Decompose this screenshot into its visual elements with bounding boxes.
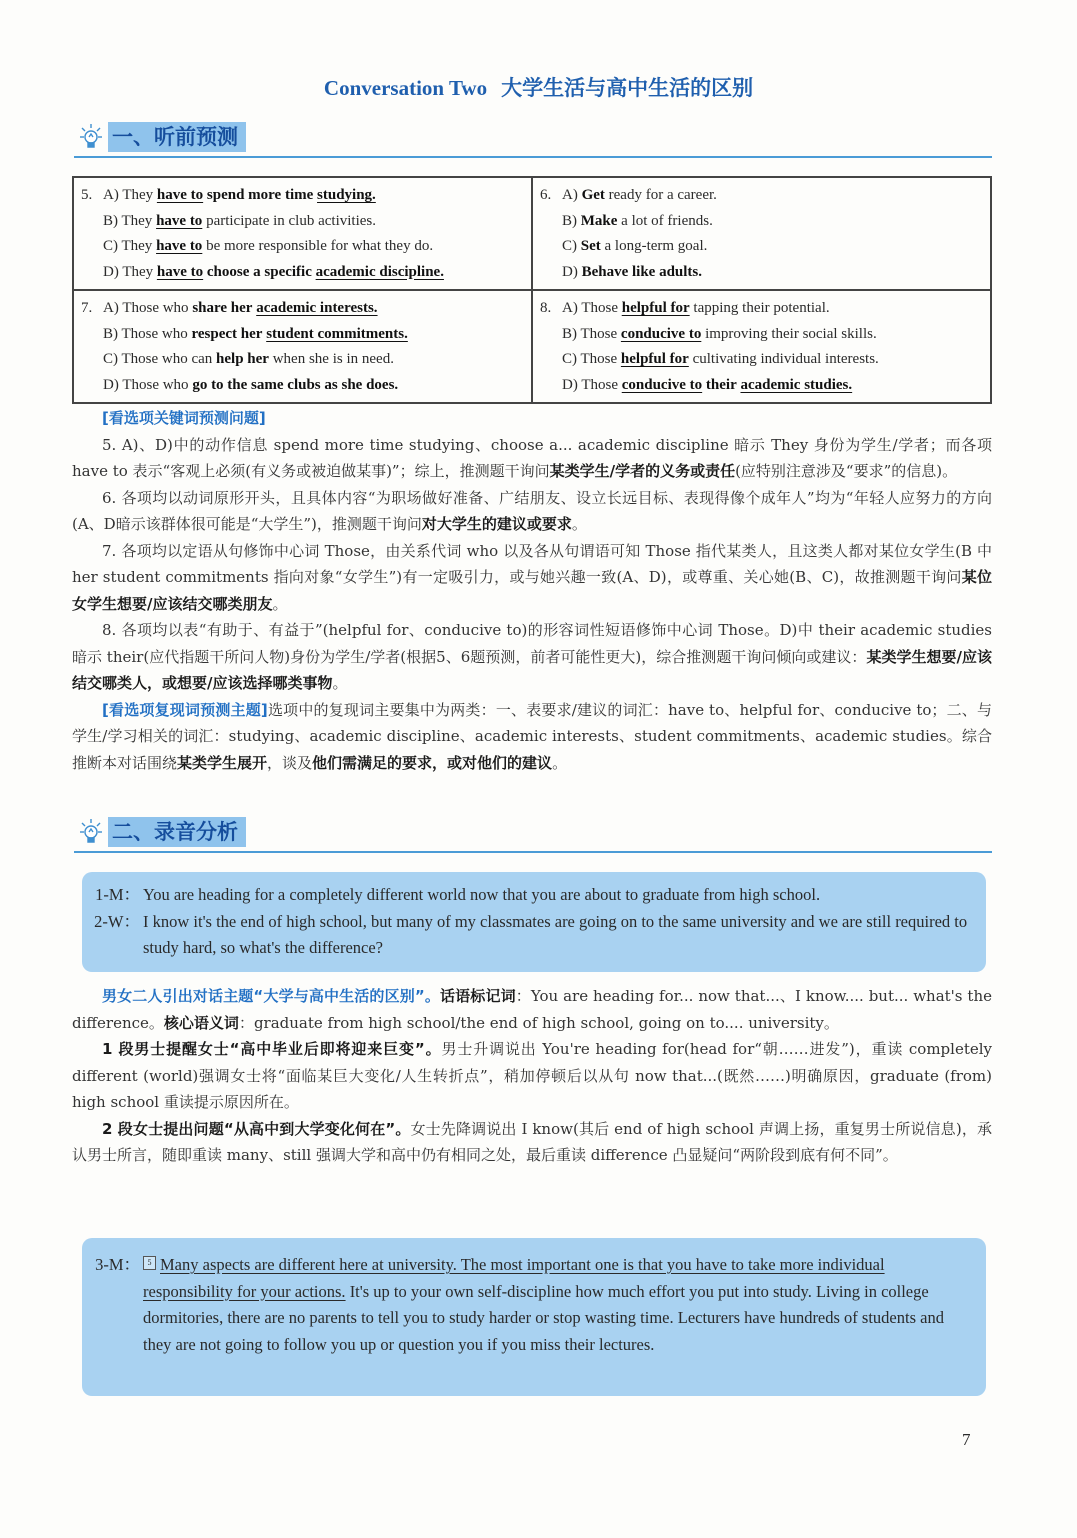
option-text: Those who respect her student commitments. (121, 325, 408, 342)
option-d (81, 373, 525, 399)
analysis-q5: 5. A)、D)中的动作信息 spend more time studying、choose a... academic discipline 暗示 They 身份为学生/学者；而各项 have to 表示“客观上必须(有义务或被迫做某事)”；综上，推测题干询问某类学生/学者的义务或责任(应特别注意涉及“要求”的信息)。 (72, 435, 992, 480)
recording-analysis-1 (72, 983, 992, 1169)
option-letter: A) (562, 300, 582, 316)
option-b (81, 322, 525, 348)
option-letter: B) (562, 212, 581, 229)
option-d (540, 260, 984, 286)
question-number: 6. (540, 187, 552, 203)
lightbulb-icon (76, 817, 106, 849)
option-letter: A) (103, 300, 123, 316)
dialogue-box-2 (82, 1238, 986, 1396)
dialogue-text: You are heading for a completely different world now that you are about to graduate from high school. (143, 885, 821, 904)
option-letter: C) (562, 238, 581, 254)
option-letter: A) (103, 187, 123, 203)
question-5 (73, 177, 532, 290)
option-c (81, 347, 525, 373)
option-letter: C) (562, 351, 581, 367)
option-text: They have to spend more time studying. (122, 187, 376, 203)
option-c (81, 234, 525, 260)
option-text: They have to participate in club activities. (121, 212, 376, 229)
dialogue-text: It's up to your own self-discipline how much effort you put into study. Living in college dormitories, there are no parents to tell you to study harder or stop wasting time. Lecturers have hundreds of students and they are not going to follow you up or question you if you miss their lectures. (143, 1281, 944, 1354)
title-cn: 大学生活与高中生活的区别 (501, 76, 754, 100)
option-a (540, 296, 984, 322)
option-letter: A) (562, 187, 582, 203)
section-header-recording-analysis (74, 815, 992, 853)
analysis-topic: 男女二人引出对话主题“大学与高中生活的区别”。话语标记词：You are heading for... now that...、I know.... but... what's the difference。核心语义词：graduate from high school/the end of high school, going on to.... university。 (72, 987, 992, 1032)
option-b (540, 322, 984, 348)
key-sentence: Many aspects are different here at university. The most important one is that you have to take more individual responsibility for your actions. (143, 1255, 885, 1301)
question-number: 8. (540, 300, 552, 316)
option-d (540, 373, 984, 399)
option-text: Get ready for a career. (581, 187, 717, 203)
option-letter: C) (103, 351, 122, 367)
dialogue-line (88, 909, 970, 962)
option-text: Make a lot of friends. (580, 212, 713, 229)
speaker-label: 2-W： (94, 911, 140, 931)
option-a (81, 296, 525, 322)
question-8 (532, 290, 991, 403)
option-text: Behave like adults. (581, 263, 703, 280)
option-text: Set a long-term goal. (580, 238, 708, 254)
lightbulb-icon (76, 122, 106, 154)
option-text: Those helpful for tapping their potential. (581, 300, 830, 316)
section-label: 二、录音分析 (108, 817, 246, 847)
option-a (81, 183, 525, 209)
option-text: They have to be more responsible for what they do. (121, 238, 434, 254)
options-table (72, 176, 992, 404)
option-text: Those conducive to their academic studies. (581, 376, 853, 393)
option-letter: B) (562, 325, 581, 342)
page-title (0, 72, 1077, 102)
speaker-label: 3-M： (95, 1255, 140, 1274)
option-letter: B) (103, 325, 122, 342)
option-d (81, 260, 525, 286)
option-a (540, 183, 984, 209)
analysis-q8: 8. 各项均以表“有助于、有益于”(helpful for、conducive to)的形容词性短语修饰中心词 Those。D)中 their academic studies 暗示 their(应代指题干所问人物)身份为学生/学者(根据5、6题预测，前者可能性更大)，综合推测题干询问倾向或建议：某类学生想要/应该结交哪类人，或想要/应该选择哪类事物。 (72, 621, 993, 692)
option-c (540, 347, 984, 373)
page-number: 7 (962, 1430, 971, 1449)
dialogue-line (88, 1252, 970, 1358)
title-en: Conversation Two (323, 76, 488, 100)
section-label: 一、听前预测 (108, 122, 246, 152)
dialogue-box-1 (82, 872, 986, 972)
analysis-para-1: 1 段男士提醒女士“高中毕业后即将迎来巨变”。男士升调说出 You're heading for(head for“朝……进发”)，重读 completely different (world)强调女士将“面临某巨大变化/人生转折点”，稍加停顿后以从句 now that...(既然……)明确原因，graduate (from) high school 重读提示原因所在。 (72, 1040, 992, 1111)
option-text: Those helpful for cultivating individual interests. (580, 351, 879, 367)
option-letter: B) (103, 212, 122, 229)
option-letter: D) (103, 263, 123, 280)
keyword-tag: [看选项关键词预测问题] (102, 409, 266, 427)
option-letter: C) (103, 238, 122, 254)
question-7 (73, 290, 532, 403)
option-text: They have to choose a specific academic discipline. (122, 263, 444, 280)
sentence-marker-icon: 5 (143, 1256, 156, 1270)
analysis-q7: 7. 各项均以定语从句修饰中心词 Those，由关系代词 who 以及各从句谓语可知 Those 指代某类人，且这类人都对某位女学生(B 中 her student commitments 指向对象“女学生”)有一定吸引力，或与她兴趣一致(A、D)，或尊重、关心她(B、C)，故推测题干询问某位女学生想要/应该结交哪类朋友。 (72, 541, 992, 613)
option-text: Those who go to the same clubs as she does. (122, 376, 399, 393)
question-6 (532, 177, 991, 290)
option-c (540, 234, 984, 260)
prediction-analysis (72, 405, 992, 776)
analysis-q6: 6. 各项均以动词原形开头，且具体内容“为职场做好准备、广结朋友、设立长远目标、表现得像个成年人”均为“年轻人应努力的方向(A、D暗示该群体很可能是“大学生”)，推测题干询问对大学生的建议或要求。 (72, 488, 992, 533)
option-b (81, 209, 525, 235)
dialogue-line (88, 882, 970, 909)
question-number: 5. (81, 187, 93, 203)
option-text: Those who share her academic interests. (122, 300, 378, 316)
option-letter: D) (103, 376, 123, 393)
option-b (540, 209, 984, 235)
option-letter: D) (562, 376, 582, 393)
option-text: Those who can help her when she is in need. (121, 351, 394, 367)
section-header-prelistening (74, 120, 992, 158)
question-number: 7. (81, 300, 93, 316)
dialogue-text: I know it's the end of high school, but many of my classmates are going on to the same university and we are still required to study hard, so what's the difference? (143, 911, 968, 957)
option-letter: D) (562, 263, 582, 280)
analysis-theme: [看选项复现词预测主题]选项中的复现词主要集中为两类：一、表要求/建议的词汇：have to、helpful for、conducive to；二、与学生/学习相关的词汇：studying、academic discipline、academic interests、student commitments、academic studies。综合推断本对话围绕某类学生展开，谈及他们需满足的要求，或对他们的建议。 (72, 700, 992, 772)
speaker-label: 1-M： (95, 885, 140, 904)
option-text: Those conducive to improving their social skills. (580, 325, 877, 342)
analysis-para-2: 2 段女士提出问题“从高中到大学变化何在”。女士先降调说出 I know(其后 end of high school 声调上扬，重复男士所说信息)，承认男士所言，随即重读 many、still 强调大学和高中仍有相同之处，最后重读 difference 凸显疑问“两阶段到底有何不同”。 (72, 1119, 992, 1164)
